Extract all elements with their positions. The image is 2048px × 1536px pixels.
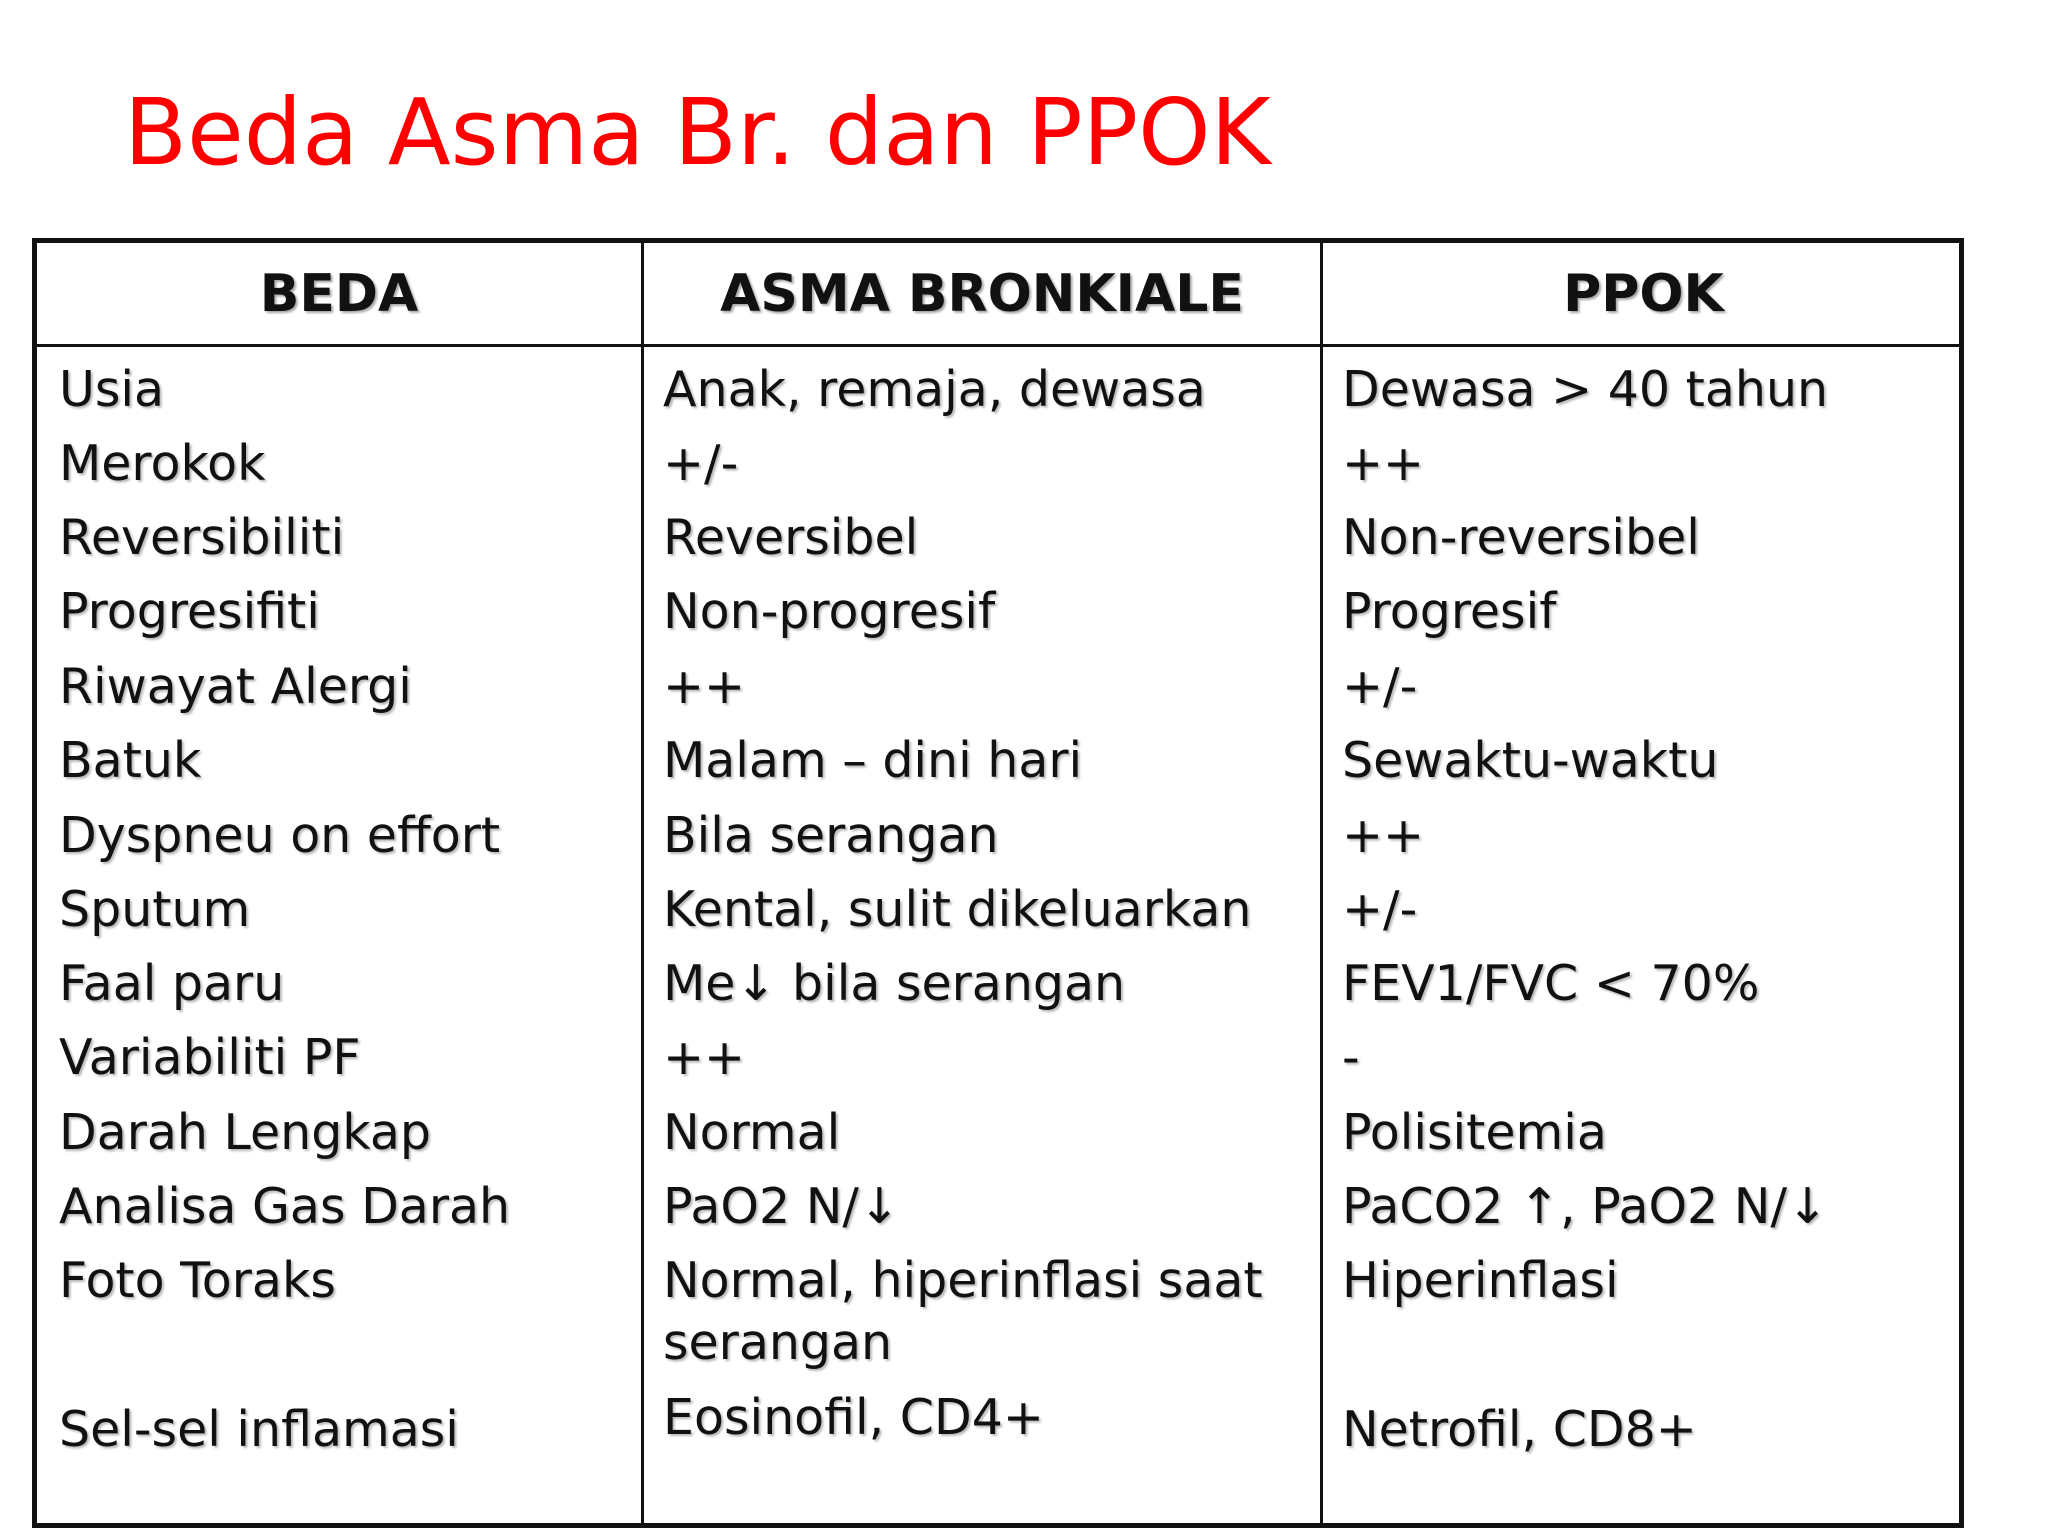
table-body — [37, 347, 1959, 1523]
table-cell-asma: ++ — [663, 1029, 746, 1086]
table-cell-criterion: Riwayat Alergi — [59, 658, 412, 715]
table-cell-criterion: Variabiliti PF — [59, 1029, 361, 1086]
table-cell-ppok: +/- — [1342, 881, 1418, 938]
table-cell-ppok: Polisitemia — [1342, 1104, 1607, 1161]
table-cell-asma: Normal — [663, 1104, 841, 1161]
table-cell-asma: Normal, hiperinflasi saat serangan — [663, 1252, 1263, 1371]
table-cell-asma: Malam – dini hari — [663, 732, 1083, 789]
table-cell-criterion: Darah Lengkap — [59, 1104, 431, 1161]
table-cell-criterion: Dyspneu on effort — [59, 807, 501, 864]
table-cell-asma: Reversibel — [663, 509, 919, 566]
table-cell-asma: Bila serangan — [663, 807, 999, 864]
table-cell-ppok: Progresif — [1342, 583, 1557, 640]
table-cell-criterion: Progresifiti — [59, 583, 320, 640]
table-cell-ppok: Dewasa > 40 tahun — [1342, 361, 1829, 418]
table-cell-asma: +/- — [663, 435, 739, 492]
table-cell-criterion: Usia — [59, 361, 165, 418]
table-cell-criterion: Sputum — [59, 881, 251, 938]
table-cell-asma: PaO2 N/↓ — [663, 1178, 900, 1235]
table-cell-criterion: Merokok — [59, 435, 266, 492]
table-cell-criterion: Analisa Gas Darah — [59, 1178, 511, 1235]
table-cell-ppok: Non-reversibel — [1342, 509, 1700, 566]
table-cell-criterion: Sel-sel inflamasi — [59, 1401, 459, 1458]
header-beda: BEDA — [259, 263, 419, 324]
table-cell-asma: Me↓ bila serangan — [663, 955, 1126, 1012]
table-header-row — [37, 243, 1959, 347]
table-cell-asma: Non-progresif — [663, 583, 996, 640]
table-cell-asma: Kental, sulit dikeluarkan — [663, 881, 1252, 938]
table-cell-ppok: ++ — [1342, 435, 1425, 492]
table-cell-ppok: Netrofil, CD8+ — [1342, 1401, 1697, 1458]
table-cell-criterion: Foto Toraks — [59, 1252, 336, 1309]
table-cell-asma: Anak, remaja, dewasa — [663, 361, 1206, 418]
slide-title: Beda Asma Br. dan PPOK — [124, 79, 1271, 186]
comparison-table — [32, 238, 1964, 1528]
header-ppok: PPOK — [1563, 263, 1724, 324]
table-cell-ppok: +/- — [1342, 658, 1418, 715]
table-cell-ppok: - — [1342, 1029, 1360, 1086]
table-cell-ppok: ++ — [1342, 807, 1425, 864]
table-cell-ppok: PaCO2 ↑, PaO2 N/↓ — [1342, 1178, 1829, 1235]
table-cell-criterion: Faal paru — [59, 955, 285, 1012]
table-cell-criterion: Batuk — [59, 732, 202, 789]
table-cell-ppok: FEV1/FVC < 70% — [1342, 955, 1760, 1012]
header-asma-bronkiale: ASMA BRONKIALE — [720, 263, 1244, 324]
table-cell-criterion: Reversibiliti — [59, 509, 345, 566]
table-cell-asma: ++ — [663, 658, 746, 715]
table-cell-asma: Eosinofil, CD4+ — [663, 1389, 1044, 1446]
table-cell-ppok: Hiperinflasi — [1342, 1252, 1619, 1309]
table-cell-ppok: Sewaktu-waktu — [1342, 732, 1719, 789]
